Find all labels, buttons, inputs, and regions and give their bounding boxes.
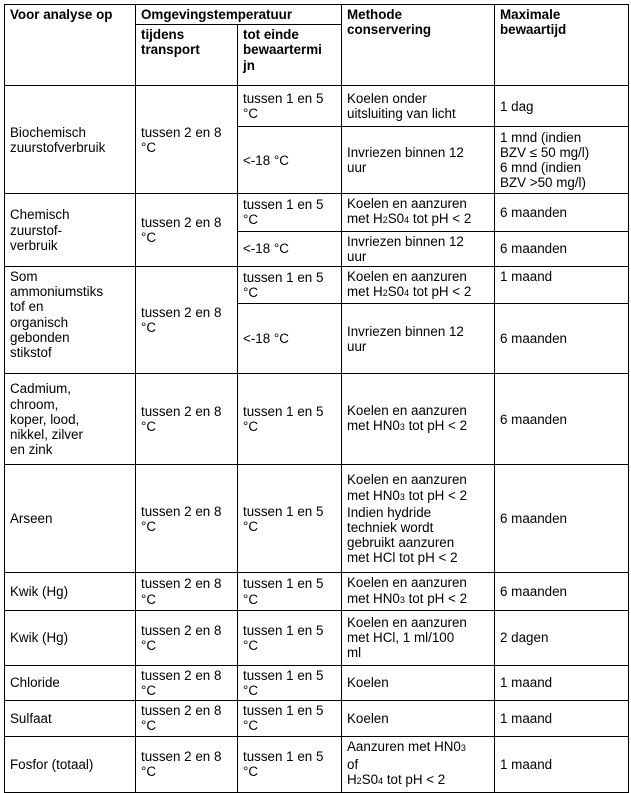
max-time: 6 maanden <box>495 304 629 374</box>
max-time: 1 dag <box>495 86 629 127</box>
method: Koelen en aanzuren met HN03 tot pH < 2 Indien hydride techniek wordt gebruikt aanzuren met HCl tot pH < 2 <box>342 465 495 573</box>
analysis-name: Arseen <box>5 465 136 573</box>
max-time: 1 maand <box>495 665 629 700</box>
max-time: 6 maanden <box>495 231 629 266</box>
table-row <box>5 736 629 792</box>
transport-temp: tussen 2 en 8 °C <box>136 374 238 465</box>
analysis-name: Som ammoniumstiks tof en organisch gebonden stikstof <box>5 267 136 374</box>
max-time: 6 maanden <box>495 573 629 610</box>
analysis-name: Cadmium, chroom, koper, lood, nikkel, zilver en zink <box>5 374 136 465</box>
method: Aanzuren met HN03 of H2S04 tot pH < 2 <box>342 736 495 792</box>
table-row <box>5 465 629 573</box>
storage-temp: <-18 °C <box>238 127 342 194</box>
storage-temp: tussen 1 en 5 °C <box>238 86 342 127</box>
transport-temp: tussen 2 en 8 °C <box>136 573 238 610</box>
method: Koelen en aanzuren met H2S04 tot pH < 2 <box>342 267 495 304</box>
storage-temp: tussen 1 en 5 °C <box>238 701 342 736</box>
storage-temp: <-18 °C <box>238 231 342 266</box>
table-row <box>5 267 629 304</box>
storage-temp: tussen 1 en 5 °C <box>238 194 342 231</box>
header-temperature: Omgevingstemperatuur <box>136 5 342 25</box>
analysis-name: Chloride <box>5 665 136 700</box>
transport-temp: tussen 2 en 8 °C <box>136 465 238 573</box>
header-analysis: Voor analyse op <box>5 5 136 86</box>
transport-temp: tussen 2 en 8 °C <box>136 194 238 267</box>
storage-temp: tussen 1 en 5 °C <box>238 610 342 665</box>
storage-temp: tussen 1 en 5 °C <box>238 736 342 792</box>
storage-temp: <-18 °C <box>238 304 342 374</box>
analysis-name: Kwik (Hg) <box>5 610 136 665</box>
max-time: 2 dagen <box>495 610 629 665</box>
storage-temp: tussen 1 en 5 °C <box>238 665 342 700</box>
table-row <box>5 86 629 127</box>
max-time: 1 maand <box>495 701 629 736</box>
header-max-time: Maximale bewaartijd <box>495 5 629 86</box>
storage-temp: tussen 1 en 5 °C <box>238 374 342 465</box>
header-storage: tot einde bewaartermi jn <box>238 25 342 86</box>
method: Koelen en aanzuren met H2S04 tot pH < 2 <box>342 194 495 231</box>
transport-temp: tussen 2 en 8 °C <box>136 736 238 792</box>
storage-temp: tussen 1 en 5 °C <box>238 465 342 573</box>
table-row <box>5 665 629 700</box>
table-row <box>5 374 629 465</box>
method: Koelen en aanzuren met HN03 tot pH < 2 <box>342 374 495 465</box>
transport-temp: tussen 2 en 8 °C <box>136 610 238 665</box>
method: Invriezen binnen 12 uur <box>342 231 495 266</box>
table-row <box>5 573 629 610</box>
analysis-name: Biochemisch zuurstofverbruik <box>5 86 136 194</box>
method: Koelen <box>342 665 495 700</box>
preservation-table <box>4 4 629 793</box>
max-time: 1 mnd (indien BZV ≤ 50 mg/l) 6 mnd (indien BZV >50 mg/l) <box>495 127 629 194</box>
method: Koelen <box>342 701 495 736</box>
table-row <box>5 610 629 665</box>
table-row <box>5 701 629 736</box>
method: Invriezen binnen 12 uur <box>342 127 495 194</box>
storage-temp: tussen 1 en 5 °C <box>238 267 342 304</box>
table-row <box>5 194 629 231</box>
method: Koelen en aanzuren met HCl, 1 ml/100 ml <box>342 610 495 665</box>
max-time: 1 maand <box>495 267 629 304</box>
max-time: 1 maand <box>495 736 629 792</box>
header-method: Methode conservering <box>342 5 495 86</box>
method: Koelen en aanzuren met HN03 tot pH < 2 <box>342 573 495 610</box>
transport-temp: tussen 2 en 8 °C <box>136 267 238 374</box>
method: Koelen onder uitsluiting van licht <box>342 86 495 127</box>
max-time: 6 maanden <box>495 374 629 465</box>
max-time: 6 maanden <box>495 465 629 573</box>
header-transport: tijdens transport <box>136 25 238 86</box>
analysis-name: Chemisch zuurstof- verbruik <box>5 194 136 267</box>
analysis-name: Fosfor (totaal) <box>5 736 136 792</box>
method: Invriezen binnen 12 uur <box>342 304 495 374</box>
max-time: 6 maanden <box>495 194 629 231</box>
transport-temp: tussen 2 en 8 °C <box>136 86 238 194</box>
analysis-name: Sulfaat <box>5 701 136 736</box>
storage-temp: tussen 1 en 5 °C <box>238 573 342 610</box>
analysis-name: Kwik (Hg) <box>5 573 136 610</box>
transport-temp: tussen 2 en 8 °C <box>136 665 238 700</box>
transport-temp: tussen 2 en 8 °C <box>136 701 238 736</box>
